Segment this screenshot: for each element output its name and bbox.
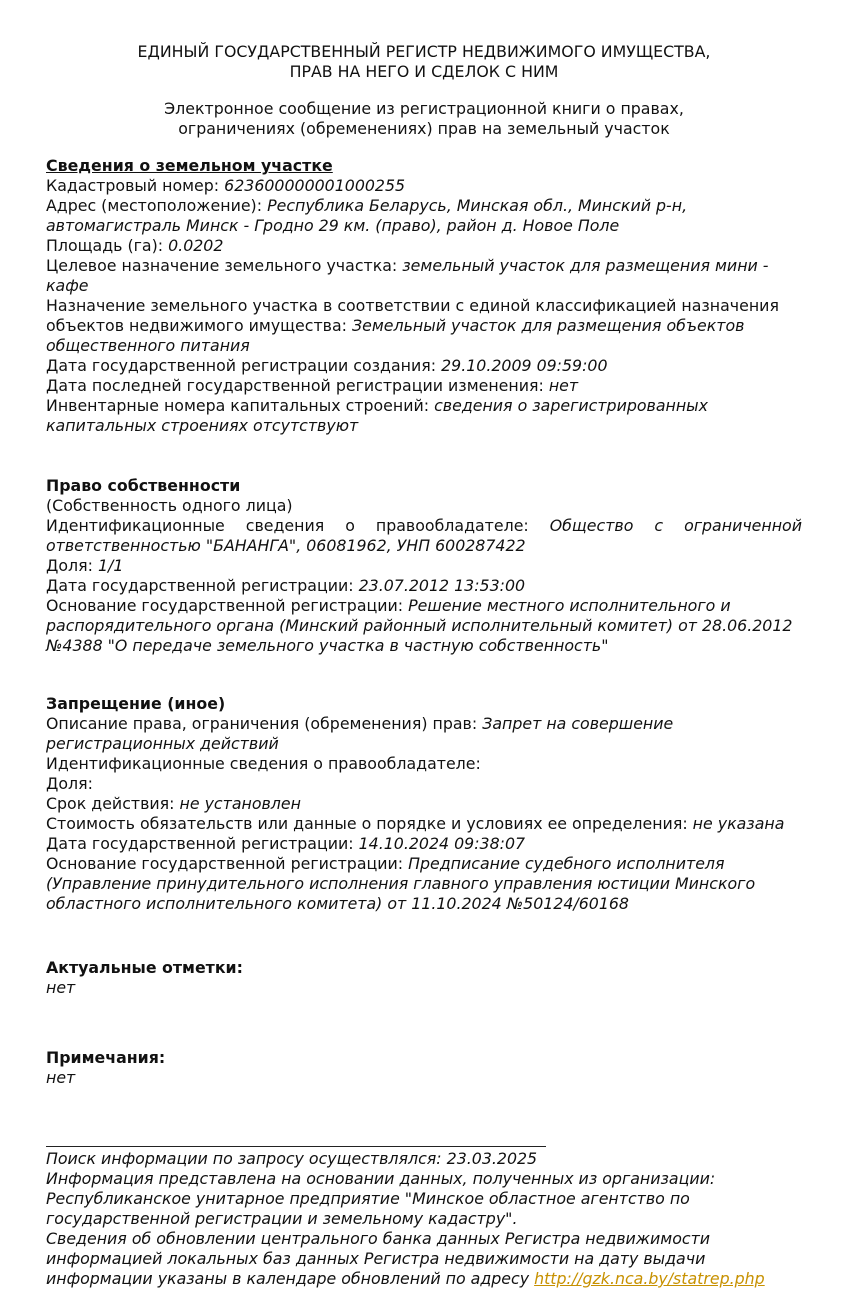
field-classification: [46, 296, 802, 356]
marks-section-heading: Актуальные отметки:: [46, 958, 243, 977]
prohibition-section-heading: Запрещение (иное): [46, 694, 226, 713]
cadastral-number-label: Кадастровый номер:: [46, 176, 220, 195]
prohibition-basis-label: Основание государственной регистрации:: [46, 854, 404, 873]
field-prohibition-basis: [46, 854, 802, 914]
field-address: [46, 196, 802, 236]
field-ownership-basis: [46, 596, 802, 656]
field-prohibition-term: [46, 794, 802, 814]
document-title: [46, 42, 802, 82]
field-ownership-reg-date: [46, 576, 802, 596]
creation-date-label: Дата государственной регистрации создания:: [46, 356, 437, 375]
section-actual-marks: [46, 958, 802, 998]
field-purpose: [46, 256, 802, 296]
field-creation-date: [46, 356, 802, 376]
area-value: 0.0202: [168, 236, 224, 255]
classification-label: Назначение земельного участка в соответствии с единой классификацией назначения объектов недвижимого имущества:: [46, 296, 779, 335]
footer-update-info: [46, 1229, 802, 1289]
prohibition-description-label: Описание права, ограничения (обременения) прав:: [46, 714, 478, 733]
cadastral-number-value: 623600000001000255: [224, 176, 406, 195]
classification-value: Земельный участок для размещения объектов общественного питания: [46, 316, 745, 355]
subtitle-line-2: ограничениях (обременениях) прав на земельный участок: [178, 119, 670, 138]
ownership-section-heading: Право собственности: [46, 476, 241, 495]
field-prohibition-holder: [46, 754, 802, 774]
field-change-date: [46, 376, 802, 396]
prohibition-share-label: Доля:: [46, 774, 93, 793]
footer-source-line-2: Республиканское унитарное предприятие "Минское областное агентство по государственной регистрации и земельному кадастру".: [46, 1189, 690, 1228]
field-prohibition-description: [46, 714, 802, 754]
subtitle-line-1: Электронное сообщение из регистрационной книги о правах,: [164, 99, 684, 118]
section-land-plot: [46, 156, 802, 436]
prohibition-holder-label: Идентификационные сведения о правообладателе:: [46, 754, 481, 773]
field-area: [46, 236, 802, 256]
change-date-label: Дата последней государственной регистрации изменения:: [46, 376, 544, 395]
footer-update-text: Сведения об обновлении центрального банка данных Регистра недвижимости информацией локальных баз данных Регистра недвижимости на дату выдачи информации указаны в календаре обновлений по адресу: [46, 1229, 711, 1288]
area-label: Площадь (га):: [46, 236, 164, 255]
change-date-value: нет: [548, 376, 579, 395]
ownership-type: (Собственность одного лица): [46, 496, 293, 515]
footer-search-date: Поиск информации по запросу осуществлялся: 23.03.2025: [46, 1149, 538, 1168]
ownership-holder-label: Идентификационные сведения о правообладателе:: [46, 516, 529, 535]
ownership-share-label: Доля:: [46, 556, 93, 575]
creation-date-value: 29.10.2009 09:59:00: [441, 356, 608, 375]
document-subtitle: [46, 99, 802, 139]
field-prohibition-share: [46, 774, 802, 794]
prohibition-term-label: Срок действия:: [46, 794, 175, 813]
section-prohibition: [46, 694, 802, 914]
address-value: Республика Беларусь, Минская обл., Минский р-н, автомагистраль Минск - Гродно 29 км. (право), район д. Новое Поле: [46, 196, 688, 235]
prohibition-term-value: не установлен: [179, 794, 301, 813]
prohibition-reg-date-label: Дата государственной регистрации:: [46, 834, 354, 853]
field-prohibition-cost: [46, 814, 802, 834]
notes-section-heading: Примечания:: [46, 1048, 166, 1067]
ownership-basis-value: Решение местного исполнительного и распорядительного органа (Минский районный исполнительный комитет) от 28.06.2012 №4388 "О передаче земельного участка в частную собственность": [46, 596, 793, 655]
prohibition-description-value: Запрет на совершение регистрационных действий: [46, 714, 674, 753]
title-line-1: ЕДИНЫЙ ГОСУДАРСТВЕННЫЙ РЕГИСТР НЕДВИЖИМОГО ИМУЩЕСТВА,: [137, 42, 711, 61]
field-inventory-numbers: [46, 396, 802, 436]
land-section-heading: Сведения о земельном участке: [46, 156, 333, 175]
document-footer: [46, 1149, 802, 1289]
prohibition-cost-value: не указана: [692, 814, 785, 833]
title-line-2: ПРАВ НА НЕГО И СДЕЛОК С НИМ: [289, 62, 559, 81]
purpose-value: земельный участок для размещения мини - кафе: [46, 256, 769, 295]
ownership-holder-value: Общество с ограниченной ответственностью "БАНАНГА", 06081962, УНП 600287422: [46, 516, 802, 555]
ownership-reg-date-value: 23.07.2012 13:53:00: [358, 576, 526, 595]
prohibition-basis-value: Предписание судебного исполнителя (Управление принудительного исполнения главного управления юстиции Минского областного исполнительного комитета) от 11.10.2024 №50124/60168: [46, 854, 756, 913]
field-cadastral-number: [46, 176, 802, 196]
section-ownership-right: [46, 476, 802, 656]
footer-source-line-1: Информация представлена на основании данных, полученных из организации:: [46, 1169, 716, 1188]
address-label: Адрес (местоположение):: [46, 196, 263, 215]
statrep-link[interactable]: http://gzk.nca.by/statrep.php: [534, 1269, 765, 1288]
inventory-numbers-value: сведения о зарегистрированных капитальных строениях отсутствуют: [46, 396, 709, 435]
field-ownership-holder: [46, 516, 802, 556]
separator-line: [46, 1146, 546, 1147]
section-notes: [46, 1048, 802, 1088]
ownership-basis-label: Основание государственной регистрации:: [46, 596, 404, 615]
field-ownership-share: [46, 556, 802, 576]
ownership-reg-date-label: Дата государственной регистрации:: [46, 576, 354, 595]
ownership-share-value: 1/1: [97, 556, 124, 575]
field-prohibition-reg-date: [46, 834, 802, 854]
purpose-label: Целевое назначение земельного участка:: [46, 256, 398, 275]
notes-value: нет: [46, 1068, 76, 1087]
inventory-numbers-label: Инвентарные номера капитальных строений:: [46, 396, 430, 415]
prohibition-cost-label: Стоимость обязательств или данные о порядке и условиях ее определения:: [46, 814, 688, 833]
prohibition-reg-date-value: 14.10.2024 09:38:07: [358, 834, 526, 853]
marks-value: нет: [46, 978, 76, 997]
